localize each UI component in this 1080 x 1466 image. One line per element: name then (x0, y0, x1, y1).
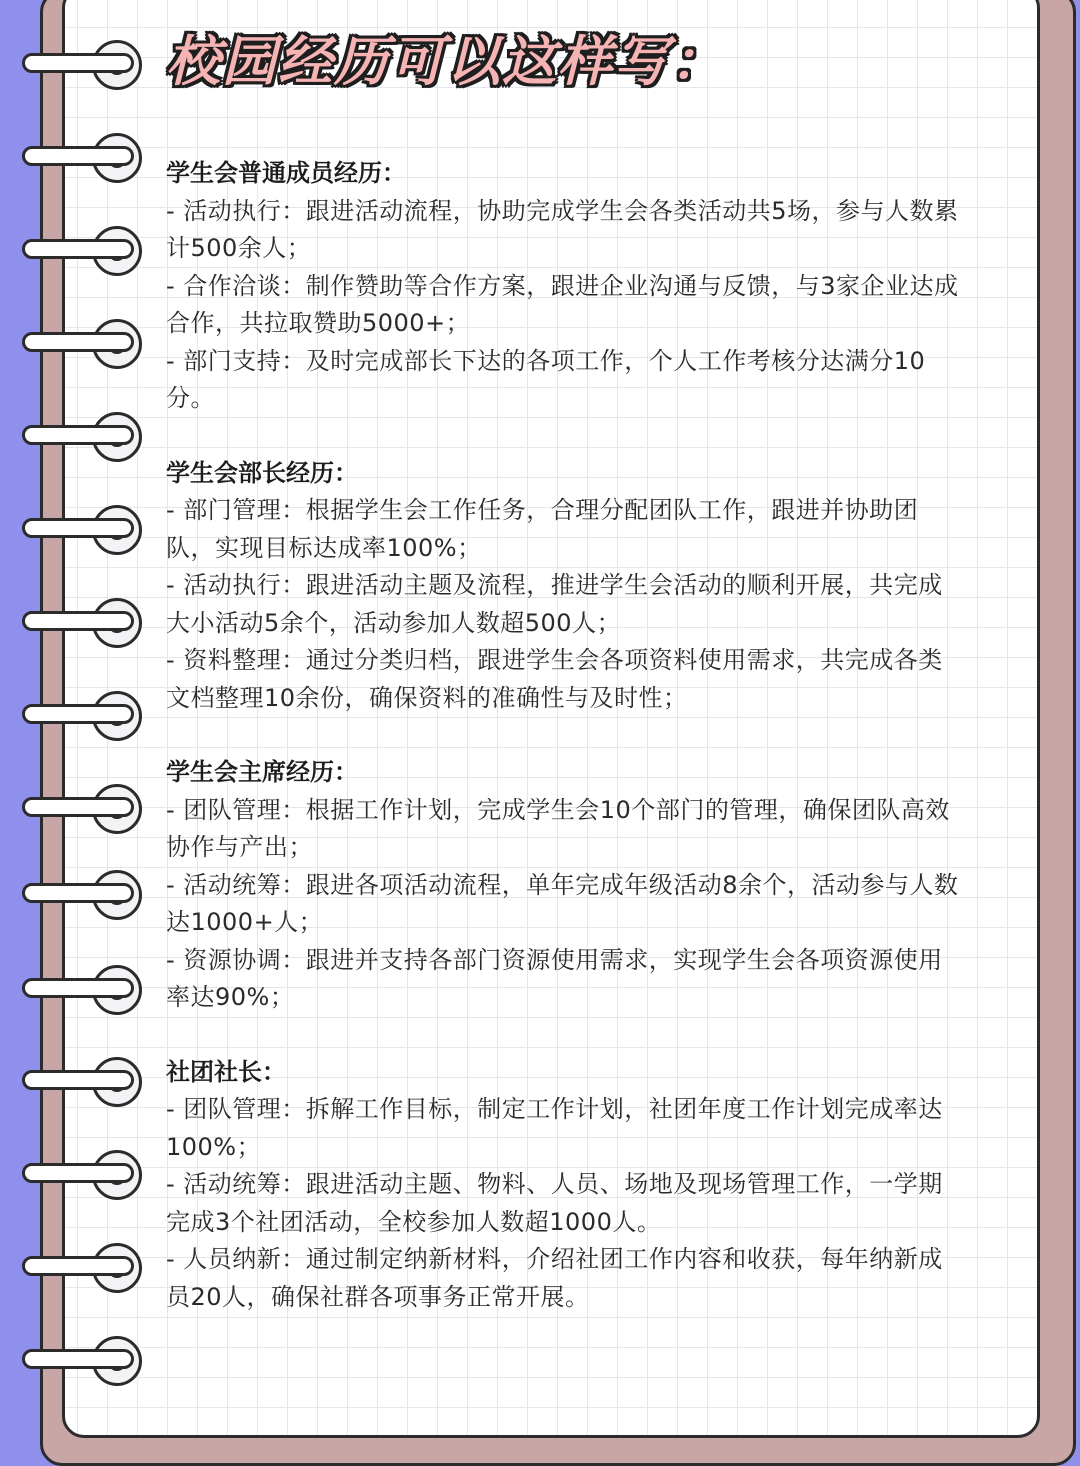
section-student-union-member (166, 155, 966, 418)
page-content (166, 24, 966, 1316)
spiral-ring-icon (22, 965, 142, 1011)
section-heading: 学生会部长经历： (166, 458, 358, 487)
section-union-president (166, 754, 966, 1017)
page-title: 校园经历可以这样写： (166, 30, 726, 93)
spiral-ring-icon (22, 691, 142, 737)
spiral-ring-icon (22, 133, 142, 179)
list-item: - 团队管理：根据工作计划，完成学生会10个部门的管理，确保团队高效协作与产出； (166, 795, 950, 861)
list-item: - 资源协调：跟进并支持各部门资源使用需求，实现学生会各项资源使用率达90%； (166, 945, 943, 1011)
section-department-head (166, 455, 966, 718)
spiral-ring-icon (22, 412, 142, 458)
section-club-president (166, 1054, 966, 1317)
list-item: - 合作洽谈：制作赞助等合作方案，跟进企业沟通与反馈，与3家企业达成合作，共拉取赞助5000+； (166, 271, 959, 337)
spiral-ring-icon (22, 870, 142, 916)
spiral-ring-icon (22, 1243, 142, 1289)
list-item: - 活动统筹：跟进活动主题、物料、人员、场地及现场管理工作，一学期完成3个社团活动，全校参加人数超1000人。 (166, 1170, 943, 1236)
section-heading: 社团社长： (166, 1057, 286, 1086)
section-heading: 学生会普通成员经历： (166, 159, 406, 187)
spiral-ring-icon (22, 505, 142, 551)
list-item: - 人员纳新：通过制定纳新材料，介绍社团工作内容和收获，每年纳新成员20人，确保社群各项事务正常开展。 (166, 1245, 943, 1311)
spiral-ring-icon (22, 40, 142, 86)
list-item: - 活动执行：跟进活动流程，协助完成学生会各类活动共5场，参与人数累计500余人； (166, 196, 959, 262)
sections-list (166, 100, 966, 1316)
spiral-ring-icon (22, 1336, 142, 1382)
spiral-ring-icon (22, 319, 142, 365)
spiral-ring-icon (22, 598, 142, 644)
list-item: - 活动统筹：跟进各项活动流程，单年完成年级活动8余个，活动参与人数达1000+人； (166, 870, 959, 936)
list-item: - 部门支持：及时完成部长下达的各项工作，个人工作考核分达满分10分。 (166, 346, 926, 412)
section-heading: 学生会主席经历： (166, 758, 358, 786)
list-item: - 团队管理：拆解工作目标，制定工作计划，社团年度工作计划完成率达100%； (166, 1095, 943, 1161)
list-item: - 活动执行：跟进活动主题及流程，推进学生会活动的顺利开展，共完成大小活动5余个，活动参加人数超500人； (166, 571, 943, 637)
list-item: - 部门管理：根据学生会工作任务，合理分配团队工作，跟进并协助团队，实现目标达成率100%； (166, 496, 919, 562)
spiral-ring-icon (22, 1150, 142, 1196)
spiral-ring-icon (22, 784, 142, 830)
list-item: - 资料整理：通过分类归档，跟进学生会各项资料使用需求，共完成各类文档整理10余份，确保资料的准确性与及时性； (166, 646, 943, 712)
spiral-ring-icon (22, 226, 142, 272)
spiral-ring-icon (22, 1057, 142, 1103)
